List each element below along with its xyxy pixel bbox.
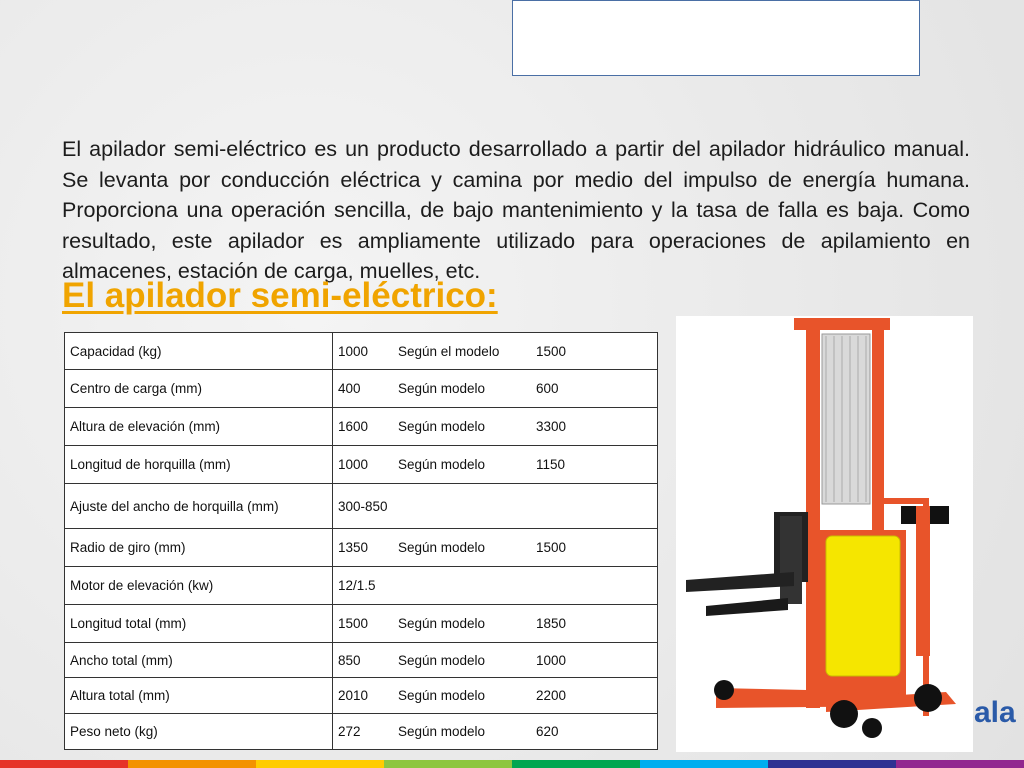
spec-label: Ajuste del ancho de horquilla (mm) xyxy=(65,484,333,529)
color-stripe-bar xyxy=(0,760,1024,768)
spec-v1: 850 xyxy=(338,652,361,668)
spec-value xyxy=(333,408,658,446)
spec-label: Altura de elevación (mm) xyxy=(65,408,333,446)
spec-row xyxy=(65,605,658,643)
stripe-segment xyxy=(0,760,128,768)
spec-row xyxy=(65,333,658,370)
stripe-segment xyxy=(128,760,256,768)
spec-v3: 1500 xyxy=(536,540,567,555)
battery xyxy=(826,536,900,676)
spec-value xyxy=(333,529,658,567)
spec-label: Capacidad (kg) xyxy=(65,333,333,370)
empty-text-box xyxy=(512,0,920,76)
fork-lower xyxy=(706,598,788,616)
spec-v3: 2200 xyxy=(536,688,567,703)
spec-label: Motor de elevación (kw) xyxy=(65,567,333,605)
semi-electric-stacker-image xyxy=(676,316,973,752)
specs-table xyxy=(64,332,658,750)
spec-value xyxy=(333,484,658,529)
spec-v3: 1000 xyxy=(536,652,567,668)
spec-value xyxy=(333,370,658,408)
spec-value xyxy=(333,446,658,484)
slide-title: El apilador semi-eléctrico: xyxy=(62,276,498,315)
spec-row xyxy=(65,567,658,605)
spec-v3: 1500 xyxy=(536,343,567,359)
spec-v2: Según modelo xyxy=(398,688,486,703)
stripe-segment xyxy=(896,760,1024,768)
spec-row xyxy=(65,678,658,714)
spec-v1: 1000 xyxy=(338,457,369,472)
spec-label: Ancho total (mm) xyxy=(65,643,333,678)
spec-v1: 1350 xyxy=(338,540,369,555)
spec-v3: 1150 xyxy=(536,457,566,472)
spec-label: Peso neto (kg) xyxy=(65,714,333,750)
spec-row xyxy=(65,484,658,529)
spec-label: Altura total (mm) xyxy=(65,678,333,714)
spec-v1: 12/1.5 xyxy=(338,578,376,593)
spec-v3: 620 xyxy=(536,724,559,739)
spec-v1: 2010 xyxy=(338,688,369,703)
stripe-segment xyxy=(768,760,896,768)
spec-v2: Según modelo xyxy=(398,652,486,668)
stripe-segment xyxy=(384,760,512,768)
description-paragraph: El apilador semi-eléctrico es un producto desarrollado a partir del apilador hidráulico manual. Se levanta por conducción eléctrica y camina por medio del impulso de energía humana. Proporciona una operación sencilla, de bajo mantenimiento y la tasa de falla es baja. Como resultado, este apilador es ampliamente utilizado para operaciones de apilamiento en almacenes, estación de carga, muelles, etc. xyxy=(62,137,970,283)
spec-v1: 272 xyxy=(338,724,361,739)
spec-row xyxy=(65,370,658,408)
spec-v2: Según el modelo xyxy=(398,343,500,359)
spec-label: Centro de carga (mm) xyxy=(65,370,333,408)
logo-fragment: ala xyxy=(974,696,1016,729)
spec-value xyxy=(333,714,658,750)
spec-value xyxy=(333,605,658,643)
spec-v2: Según modelo xyxy=(398,457,486,472)
spec-v1: 1600 xyxy=(338,419,369,434)
spec-v1: 1000 xyxy=(338,343,369,359)
spec-v3: 1850 xyxy=(536,616,567,631)
spec-label: Longitud de horquilla (mm) xyxy=(65,446,333,484)
stripe-segment xyxy=(512,760,640,768)
spec-v1: 300-850 xyxy=(338,498,388,514)
spec-v2: Según modelo xyxy=(398,419,486,434)
spec-v2: Según modelo xyxy=(398,724,486,739)
stripe-segment xyxy=(256,760,384,768)
spec-label: Radio de giro (mm) xyxy=(65,529,333,567)
spec-row xyxy=(65,408,658,446)
spec-v3: 3300 xyxy=(536,419,567,434)
spec-v1: 400 xyxy=(338,381,361,396)
spec-row xyxy=(65,446,658,484)
fork-upper xyxy=(686,572,794,592)
stacker-illustration xyxy=(676,316,973,752)
spec-value xyxy=(333,643,658,678)
spec-v1: 1500 xyxy=(338,616,369,631)
spec-row xyxy=(65,714,658,750)
stripe-segment xyxy=(640,760,768,768)
spec-v2: Según modelo xyxy=(398,381,486,396)
spec-v2: Según modelo xyxy=(398,616,486,631)
spec-label: Longitud total (mm) xyxy=(65,605,333,643)
spec-v2: Según modelo xyxy=(398,540,486,555)
spec-row xyxy=(65,643,658,678)
spec-v3: 600 xyxy=(536,381,559,396)
spec-value xyxy=(333,567,658,605)
spec-value xyxy=(333,678,658,714)
spec-row xyxy=(65,529,658,567)
spec-value xyxy=(333,333,658,370)
